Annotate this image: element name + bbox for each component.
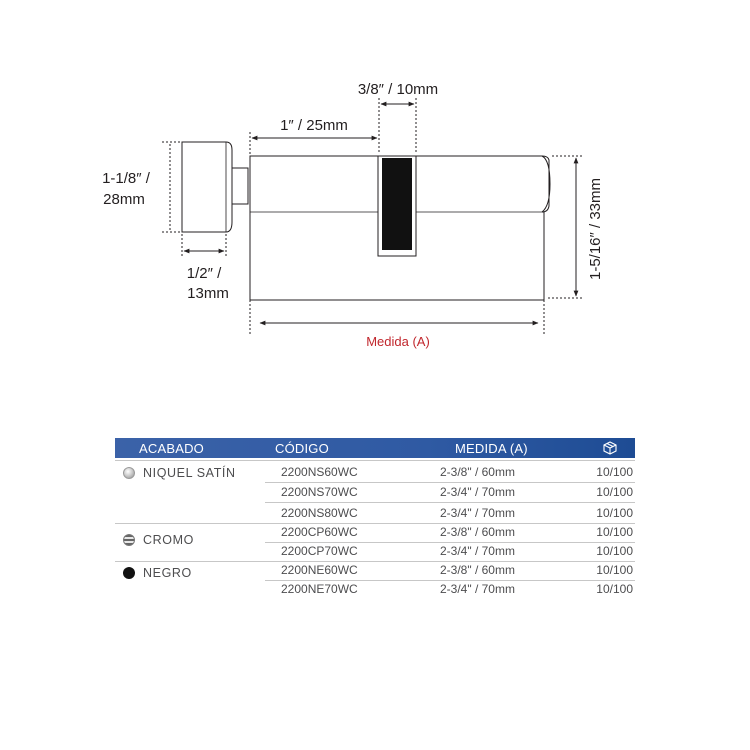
header-finish: ACABADO [139,440,204,456]
header-size: MEDIDA (A) [455,440,528,456]
table-header [115,438,635,458]
header-pack [555,441,635,455]
cam-slot [378,156,416,256]
dim-key-width-label: 3/8″ / 10mm [357,81,439,98]
table-row [115,504,635,523]
dim-offset-label: 1″ / 25mm [280,117,348,134]
cell-size: 2-3/4" / 70mm [440,506,515,520]
thumb-turn-knob [182,142,232,232]
spec-table [115,438,635,596]
knob-shaft [232,168,248,204]
cell-pack: 10/100 [596,506,633,520]
row-separator [265,502,635,503]
cell-size: 2-3/4" / 70mm [440,485,515,499]
table-row [115,580,635,599]
dim-body-height-label: 1-5/16″ / 33mm [587,177,604,281]
dim-knob-width-line2: 13mm [187,285,229,302]
cell-code: 2200NS60WC [281,465,358,479]
cell-code: 2200CP60WC [281,525,358,539]
finish-label: NIQUEL SATÍN [143,466,236,480]
cell-size: 2-3/8" / 60mm [440,465,515,479]
dim-knob-width-line1: 1/2″ / [186,265,222,282]
table-row [115,561,635,580]
cell-size: 2-3/8" / 60mm [440,525,515,539]
row-separator [115,460,635,461]
table-row [115,542,635,561]
finish-label: NEGRO [143,566,192,580]
cell-pack: 10/100 [596,485,633,499]
cell-code: 2200NE70WC [281,582,358,596]
cell-code: 2200NS70WC [281,485,358,499]
cell-pack: 10/100 [596,582,633,596]
cell-code: 2200NS80WC [281,506,358,520]
cell-pack: 10/100 [596,465,633,479]
dim-knob-height-line1: 1-1/8″ / [102,170,150,187]
cell-code: 2200NE60WC [281,563,358,577]
cell-size: 2-3/4" / 70mm [440,582,515,596]
dim-knob-height-line2: 28mm [103,191,145,208]
table-row [115,523,635,542]
cell-pack: 10/100 [596,563,633,577]
table-row [115,483,635,502]
cell-pack: 10/100 [596,544,633,558]
cell-pack: 10/100 [596,525,633,539]
cell-size: 2-3/4" / 70mm [440,544,515,558]
cell-size: 2-3/8" / 60mm [440,563,515,577]
finish-label: CROMO [143,533,194,547]
box-pack-icon [603,441,617,455]
dim-length-label: Medida (A) [366,334,430,349]
table-row [115,463,635,482]
cell-code: 2200CP70WC [281,544,358,558]
header-code: CÓDIGO [275,440,329,456]
